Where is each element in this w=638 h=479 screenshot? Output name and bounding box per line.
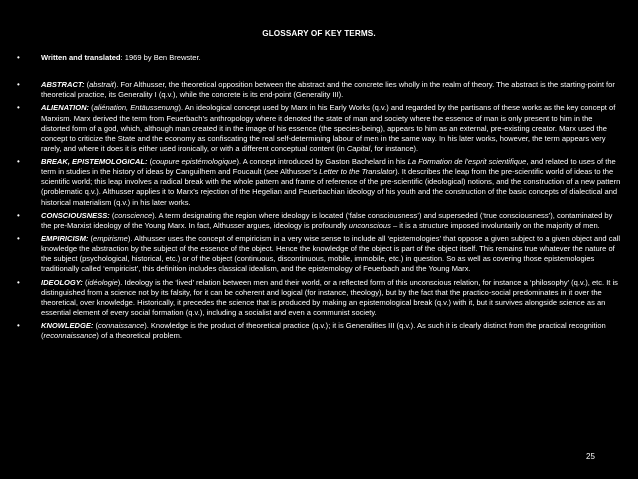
italic-text: Letter to the Translator [319, 167, 396, 177]
list-item-ideology [17, 278, 621, 318]
glossary-term: BREAK, EPISTEMOLOGICAL: [41, 157, 148, 167]
definition-text: ). Althusser uses the concept of empiricism in a very wise sense to include all ‘epistemologies’ that oppose a given subject to a given object and call knowledge the abstraction by the subject of the essence of the object. Hence the knowledge of the object is part of the object itself. This remains true whatever the nature of the subject (psychological, historical, etc.) or of the object (continuous, discontinuous, mobile, immobile, etc.) in question. So as well as covering those epistemologies traditionally called ‘empiricist’, this definition includes classical idealism, and the epistemology of Feuerbach and the Young Marx. [41, 234, 621, 274]
definition-text: ). Ideology is the ‘lived’ relation between men and their world, or a reflected form of this unconscious relation, for instance a ‘philosophy’ (q.v.), etc. It is distinguished from a science not by its falsity, for it can be coherent and logical (for instance, theology), but by the fact that the practico-social predominates in it over the theoretical, over knowledge. Historically, it precedes the science that is produced by making an epistemological break (q.v.) with it, but it survives alongside science as an essential element of every social formation (q.v.), including a socialist and even a communist society. [41, 277, 618, 317]
definition-text: ( [88, 234, 94, 244]
italic-text: empirisme [93, 234, 128, 244]
list-item-empiricism [17, 234, 621, 274]
bullet-icon: • [17, 321, 20, 331]
bullet-icon: • [17, 157, 20, 167]
glossary-term: ALIENATION: [41, 103, 90, 113]
list-item-abstract [17, 80, 621, 100]
italic-text: aliénation, Entäussenung [93, 103, 179, 113]
definition-text: ). A term designating the region where ideology is located (‘false consciousness’) and superseded (‘true consciousness’), contaminated by the pre-Marxist ideology of the Young Marx. In fact, Althusser argues, ideology is profoundly [41, 210, 613, 230]
list-item-knowledge [17, 321, 621, 341]
italic-text: unconscious [348, 220, 391, 230]
glossary-list [17, 53, 621, 345]
definition-text: ( [109, 210, 115, 220]
written-text: : 1969 by Ben Brewster. [120, 53, 201, 62]
italic-text: abstrait [89, 80, 114, 90]
italic-text: Capital [346, 143, 371, 153]
definition-text: ( [82, 277, 88, 287]
definition-text: ). A concept introduced by Gaston Bachelard in his [236, 157, 408, 167]
bullet-icon: • [17, 210, 20, 220]
definition-text: – it is a structure imposed involuntarily on the majority of men. [390, 220, 600, 230]
definition-text: ( [84, 80, 90, 90]
italic-text: connaissance [98, 321, 145, 331]
written-label: Written and translated [41, 53, 121, 62]
italic-text: La Formation de l’esprit scientifique [407, 157, 527, 167]
list-item-consciousness [17, 211, 621, 231]
bullet-icon: • [17, 103, 20, 113]
definition-text: , for instance). [370, 143, 419, 153]
definition-text: ). Knowledge is the product of theoretical practice (q.v.); it is Generalities III (q.v.). As such it is clearly distinct from the practical recognition ( [41, 321, 606, 341]
italic-text: idéologie [87, 277, 118, 287]
definition-text: ). It describes the leap from the pre-scientific world of ideas to the scientific world; this leap involves a radical break with the whole pattern and frame of reference of the pre-scientific (ideological) notions, and the construction of a new pattern (problematic q.v.). Althusser applies it to Marx’s rejection of the Hegelian and Feuerbachian ideology of his youth and the construction of the basic concepts of dialectical and historical materialism (q.v.) in his later works. [41, 167, 621, 207]
glossary-term: ABSTRACT: [41, 80, 85, 90]
glossary-term: IDEOLOGY: [41, 277, 83, 287]
definition-text: ). An ideological concept used by Marx in his Early Works (q.v.) and regarded by the partisans of these works as the key concept of Marxism. Marx derived the term from Feuerbach’s anthropology where it denoted the state of man and society where the essence of man is only present to him in the distorted form of a god, which, although man created it in the image of his essence (the species-being), appears to him as an external, pre-existing creator. Marx used the concept to criticize the State and the economy as confiscating the real self-determining labour of men in the same way. In his later works, however, the term appears very rarely, and where it does it is either used ironically, or with a different conceptual content (in [41, 103, 616, 153]
bullet-icon: • [17, 234, 20, 244]
list-item-alienation [17, 103, 621, 153]
italic-text: conscience [114, 210, 153, 220]
glossary-term: EMPIRICISM: [41, 234, 89, 244]
bullet-icon: • [17, 53, 20, 62]
italic-text: reconnaissance [43, 331, 97, 341]
definition-text: ) of a theoretical problem. [96, 331, 182, 341]
definition-text: , and related to uses of the term in studies in the history of ideas by Canguilhem and Foucault (see Althusser’s [41, 157, 616, 177]
definition-text: ). For Althusser, the theoretical opposition between the abstract and the concrete lies wholly in the realm of theory. The abstract is the starting-point for theoretical practice, its Generality I (q.v.), while the concrete is its end-point (Generality III). [41, 80, 615, 100]
glossary-term: KNOWLEDGE: [41, 321, 94, 331]
bullet-icon: • [17, 80, 20, 90]
italic-text: coupure epistémologique [152, 157, 237, 167]
page-number: 25 [586, 452, 595, 461]
glossary-term: CONSCIOUSNESS: [41, 210, 110, 220]
definition-text: ( [147, 157, 153, 167]
definition-text: ( [89, 103, 94, 113]
definition-text: ( [93, 321, 99, 331]
list-item-written [17, 53, 621, 63]
list-item-break-epistemological [17, 157, 621, 207]
page-title: GLOSSARY OF KEY TERMS. [262, 29, 376, 38]
bullet-icon: • [17, 277, 20, 287]
